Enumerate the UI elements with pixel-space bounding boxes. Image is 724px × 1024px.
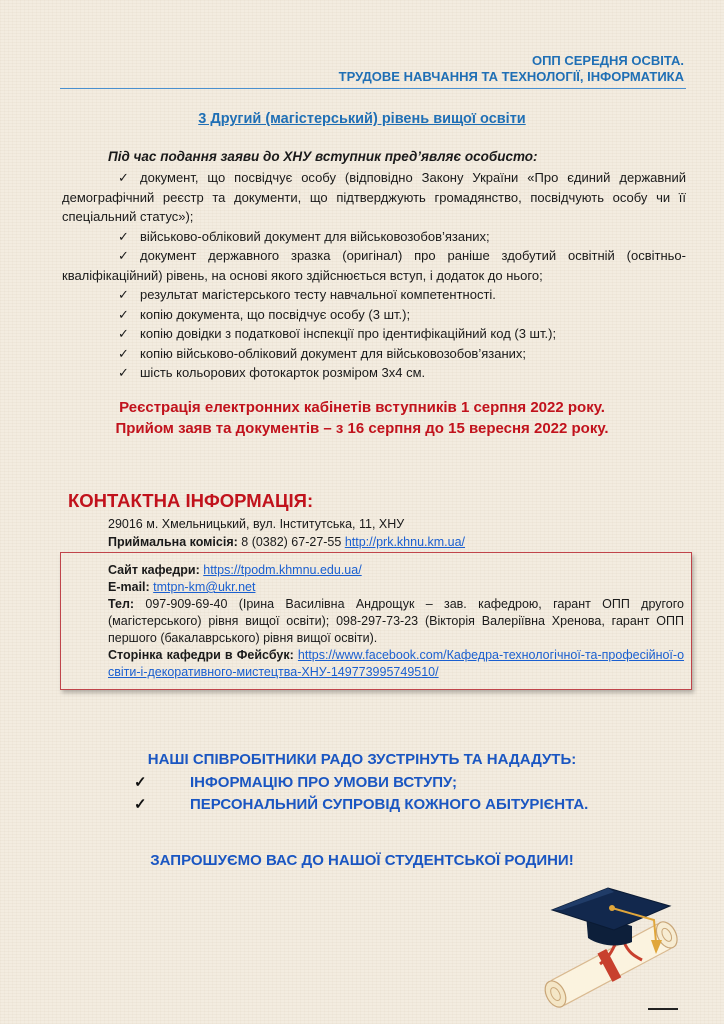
admissions-line bbox=[108, 533, 465, 551]
department-info bbox=[108, 562, 684, 681]
program-header-line1: ОПП СЕРЕДНЯ ОСВІТА. bbox=[531, 53, 684, 68]
list-item: ✓ шість кольорових фотокарток розміром 3х4 см. bbox=[62, 363, 686, 383]
admissions-label: Приймальна комісія: bbox=[108, 535, 238, 549]
facebook-link[interactable]: https://www.facebook.com/Кафедра-технологічної-та-професійної-освіти-і-декоративного-мистецтва-ХНУ-149773995749510/ bbox=[108, 648, 685, 679]
list-item: ✓ копію військово-обліковий документ для військовозобов’язаних; bbox=[62, 344, 686, 364]
checkmark-icon: ✓ bbox=[134, 796, 147, 813]
program-header bbox=[339, 53, 684, 85]
address: 29016 м. Хмельницький, вул. Інститутська, 11, ХНУ bbox=[108, 517, 405, 531]
graduation-cap-diploma-icon bbox=[538, 880, 688, 1012]
checkmark-icon: ✓ bbox=[118, 170, 129, 185]
site-line bbox=[108, 562, 684, 579]
list-item: ✓ результат магістерського тесту навчальної компетентності. bbox=[62, 285, 686, 305]
facebook-label: Сторінка кафедри в Фейсбук: bbox=[108, 648, 294, 662]
checkmark-icon: ✓ bbox=[118, 326, 129, 341]
email-link[interactable]: tmtpn-km@ukr.net bbox=[153, 580, 256, 594]
phone-line bbox=[108, 596, 684, 647]
site-label: Сайт кафедри: bbox=[108, 563, 200, 577]
list-item: ✓ військово-обліковий документ для військовозобов’язаних; bbox=[62, 227, 686, 247]
contacts-title: КОНТАКТНА ІНФОРМАЦІЯ: bbox=[68, 490, 314, 511]
header-divider bbox=[60, 88, 686, 89]
team-bullet: ✓ ПЕРСОНАЛЬНИЙ СУПРОВІД КОЖНОГО АБІТУРІЄНТА. bbox=[134, 796, 589, 813]
registration-date: Реєстрація електронних кабінетів вступників 1 серпня 2022 року. bbox=[119, 399, 605, 416]
list-item: ✓ документ, що посвідчує особу (відповідно Закону України «Про єдиний державний демографічний реєстр та документи, що підтверджують громадянство, посвідчують особу чи її спеціальний статус»); bbox=[62, 170, 686, 224]
phone-label: Тел: bbox=[108, 597, 135, 611]
documents-lead: Під час подання заяви до ХНУ вступник пред’являє особисто: bbox=[108, 149, 538, 164]
application-dates: Прийом заяв та документів – з 16 серпня до 15 вересня 2022 року. bbox=[115, 420, 609, 437]
program-header-line2: ТРУДОВЕ НАВЧАННЯ ТА ТЕХНОЛОГІЇ, ІНФОРМАТИКА bbox=[338, 69, 684, 84]
invitation: ЗАПРОШУЄМО ВАС ДО НАШОЇ СТУДЕНТСЬКОЇ РОДИНИ! bbox=[150, 852, 574, 869]
contacts-block bbox=[108, 515, 465, 551]
checkmark-icon: ✓ bbox=[118, 228, 129, 244]
list-item: ✓ копію документа, що посвідчує особу (3 шт.); bbox=[62, 305, 686, 325]
site-link[interactable]: https://tpodm.khmnu.edu.ua/ bbox=[203, 563, 362, 577]
phone-text: 097-909-69-40 (Ірина Василівна Андрощук – зав. кафедрою, гарант ОПП другого (магістерського) рівня вищої освіти); 098-297-73-23 (Вікторія Валеріївна Хренова, гарант ОПП першого (бакалаврського) рівня вищої освіти). bbox=[108, 597, 684, 645]
section-title: 3 Другий (магістерський) рівень вищої освіти bbox=[198, 111, 526, 127]
list-item: ✓ документ державного зразка (оригінал) про раніше здобутий освітній (освітньо-кваліфікаційний) рівень, на основі якого здійснюється вступ, і додаток до нього; bbox=[62, 248, 686, 283]
email-label: E-mail: bbox=[108, 580, 150, 594]
team-title: НАШІ СПІВРОБІТНИКИ РАДО ЗУСТРІНУТЬ ТА НАДАДУТЬ: bbox=[147, 751, 577, 768]
team-bullet: ✓ ІНФОРМАЦІЮ ПРО УМОВИ ВСТУПУ; bbox=[134, 774, 458, 791]
checkmark-icon: ✓ bbox=[118, 365, 129, 380]
checkmark-icon: ✓ bbox=[118, 306, 129, 322]
facebook-line bbox=[108, 647, 684, 681]
checkmark-icon: ✓ bbox=[118, 248, 129, 263]
email-line bbox=[108, 579, 684, 596]
checkmark-icon: ✓ bbox=[134, 774, 147, 791]
checkmark-icon: ✓ bbox=[118, 345, 129, 361]
documents-list bbox=[62, 168, 686, 383]
list-item: ✓ копію довідки з податкової інспекції про ідентифікаційний код (3 шт.); bbox=[62, 324, 686, 344]
admissions-phone: 8 (0382) 67-27-55 bbox=[237, 535, 345, 549]
admissions-link[interactable]: http://prk.khnu.km.ua/ bbox=[344, 535, 466, 549]
checkmark-icon: ✓ bbox=[118, 287, 129, 302]
